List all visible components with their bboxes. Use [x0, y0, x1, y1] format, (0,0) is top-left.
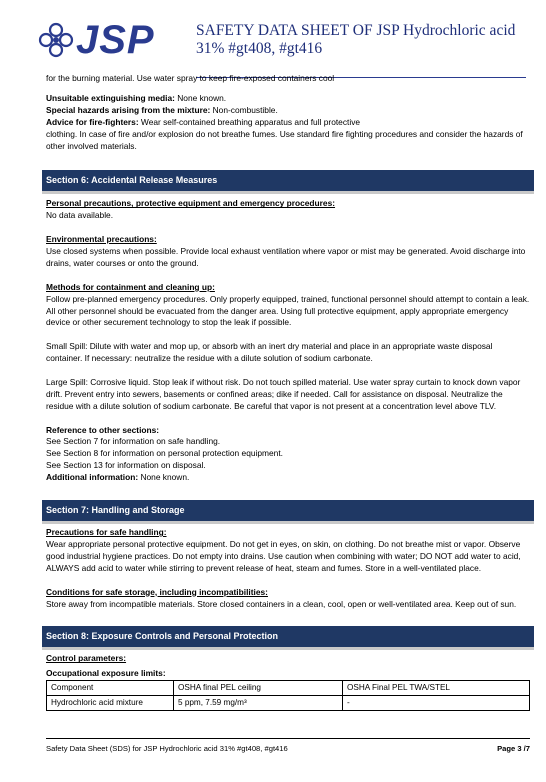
table-cell: -: [343, 696, 530, 711]
page-number: Page 3 /7: [497, 744, 530, 753]
section8-header: Section 8: Exposure Controls and Personal Protection: [42, 626, 534, 650]
footer-doc-title: Safety Data Sheet (SDS) for JSP Hydrochloric acid 31% #gt408, #gt416: [46, 744, 288, 753]
advice-continued: clothing. In case of fire and/or explosion do not breathe fumes. Use standard fire fighting procedures and consider the hazards of other involved materials.: [46, 128, 523, 151]
jsp-logo: [38, 18, 188, 62]
reference-label: Reference to other sections:: [46, 424, 160, 435]
table-header-row: [47, 681, 530, 696]
safe-handling-value: Wear appropriate personal protective equipment. Do not get in eyes, on skin, on clothing. Do not breathe mist or vapor. Observe good industrial hygiene practices. Do not empty into drains. Use caution when combining with water; DO NOT add water to acid, ALWAYS add acid to water while stirring to prevent release of heat, steam and fumes. Store in a well-ventilated place.: [46, 539, 521, 573]
page-header: [38, 14, 538, 66]
table-header-cell: OSHA final PEL ceiling: [174, 681, 343, 696]
personal-precautions-value: No data available.: [46, 210, 114, 221]
advice-firefighters: Advice for fire-fighters: Wear self-contained breathing apparatus and full protective: [46, 116, 361, 127]
table-row: [47, 696, 530, 711]
containment-value: Follow pre-planned emergency procedures. Only properly equipped, trained, functional personnel should attempt to contain a leak. All other personnel should be evacuated from the danger area. Using full protective equipment, apply appropriate emergency device or other securement technology to stop the leak if possible.: [46, 293, 530, 328]
document-title: SAFETY DATA SHEET OF JSP Hydrochloric acid 31% #gt408, #gt416: [196, 22, 516, 57]
footer-divider: [46, 738, 530, 739]
exposure-limits-table: [46, 680, 530, 711]
special-hazards: Special hazards arising from the mixture: Non-combustible.: [46, 104, 278, 115]
intro-line: for the burning material. Use water spray to keep fire-exposed containers cool: [46, 73, 335, 83]
logo-text: JSP: [76, 18, 155, 62]
reference-item: See Section 7 for information on safe handling.: [46, 436, 221, 447]
section7-header: Section 7: Handling and Storage: [42, 500, 534, 524]
safe-storage-label: Conditions for safe storage, including incompatibilities:: [46, 586, 268, 597]
flower-logo-icon: [38, 22, 74, 58]
reference-item: See Section 8 for information on personal protection equipment.: [46, 448, 283, 459]
env-precautions-label: Environmental precautions:: [46, 234, 157, 245]
containment-label: Methods for containment and cleaning up:: [46, 281, 215, 292]
personal-precautions-label: Personal precautions, protective equipment and emergency procedures:: [46, 198, 336, 209]
control-parameters-label: Control parameters:: [46, 653, 127, 664]
safe-storage-value: Store away from incompatible materials. Store closed containers in a clean, cool, open or well-ventilated area. Keep out of sun.: [46, 598, 517, 609]
section6-header: Section 6: Accidental Release Measures: [42, 170, 534, 194]
large-spill: Large Spill: Corrosive liquid. Stop leak if without risk. Do not touch spilled material. Use water spray curtain to knock down vapor drift. Prevent entry into sewers, basements or confined areas; dike if needed. Call for assistance on disposal. Neutralize the residue with a dilute solution of sodium carbonate. Be careful that vapor is not present at a concentration level above TLV.: [46, 376, 521, 411]
table-cell: Hydrochloric acid mixture: [47, 696, 174, 711]
table-header-cell: OSHA Final PEL TWA/STEL: [343, 681, 530, 696]
safe-handling-label: Precautions for safe handling:: [46, 527, 167, 538]
exposure-limits-label: Occupational exposure limits:: [46, 668, 166, 679]
small-spill: Small Spill: Dilute with water and mop up, or absorb with an inert dry material and place in an appropriate waste disposal container. If necessary: neutralize the residue with a dilute solution of sodium carbonate.: [46, 341, 493, 364]
reference-item: See Section 13 for information on disposal.: [46, 460, 206, 471]
additional-info: Additional information: None known.: [46, 472, 190, 483]
table-header-cell: Component: [47, 681, 174, 696]
env-precautions-value: Use closed systems when possible. Provide local exhaust ventilation where vapor or mist may be generated. Avoid discharge into drains, water courses or onto the ground.: [46, 246, 526, 268]
document-body: [46, 73, 530, 711]
unsuitable-media: Unsuitable extinguishing media: None known.: [46, 92, 227, 103]
table-cell: 5 ppm, 7.59 mg/m³: [174, 696, 343, 711]
